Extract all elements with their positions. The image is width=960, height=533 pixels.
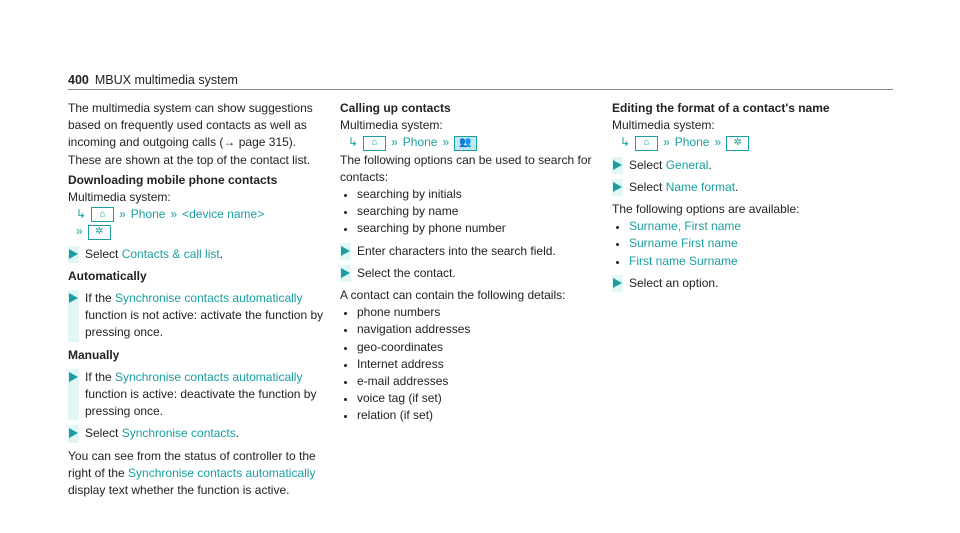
list-item: phone numbers	[340, 304, 595, 321]
path-phone: Phone	[402, 135, 438, 150]
step-text: Select	[85, 246, 122, 261]
step	[68, 425, 330, 442]
step-arrow-icon	[341, 268, 350, 278]
step-text: Select	[629, 157, 666, 172]
subheading: Manually	[68, 347, 120, 362]
step-arrow-icon	[69, 372, 78, 382]
multimedia-label: Multimedia system:	[68, 190, 171, 205]
step	[340, 265, 595, 282]
body-text: The following options can be used to search for contacts:	[340, 152, 592, 184]
list-item: Internet address	[340, 356, 595, 373]
step-text: .	[235, 426, 240, 441]
step-text: .	[219, 246, 224, 261]
section-heading: Editing the format of a contact's name	[612, 101, 830, 115]
step	[612, 179, 867, 196]
step-arrow-icon	[613, 278, 622, 288]
menu-item-link: General	[665, 157, 709, 172]
menu-item-link: Synchronise contacts automatically	[115, 291, 303, 305]
gear-icon: ✲	[726, 136, 749, 151]
list-item: Surname, First name	[612, 218, 867, 235]
column-2	[340, 100, 595, 425]
menu-item-link: Contacts & call list	[121, 246, 220, 261]
list-item: geo-coordinates	[340, 339, 595, 356]
chevrons-icon: »	[119, 207, 126, 222]
details-list	[340, 304, 595, 424]
chevrons-icon: »	[442, 135, 450, 150]
step-text: .	[735, 179, 739, 194]
path-phone: Phone	[674, 135, 710, 150]
step-arrow-icon	[69, 249, 78, 259]
menu-item-link: Synchronise contacts automatically	[128, 465, 316, 480]
section-heading: Downloading mobile phone contacts	[68, 172, 278, 187]
multimedia-label: Multimedia system:	[340, 118, 443, 133]
arrow-icon: ↳	[348, 135, 359, 150]
nav-path	[68, 206, 330, 223]
arrow-icon: ↳	[76, 207, 87, 222]
header-title: MBUX multimedia system	[94, 73, 238, 87]
step-text: .	[708, 157, 712, 172]
home-icon: ⌂	[363, 136, 386, 151]
outro-text	[68, 448, 330, 500]
page-number: 400	[68, 73, 89, 87]
step-text: If the	[85, 369, 116, 384]
step-arrow-icon	[69, 293, 78, 303]
step-text: Select the contact.	[357, 265, 456, 280]
nav-path	[612, 134, 867, 151]
menu-item-link: Synchronise contacts	[121, 426, 236, 441]
list-item: searching by initials	[340, 186, 595, 203]
step-arrow-icon	[613, 182, 622, 192]
chevrons-icon: »	[391, 135, 398, 150]
body-text: A contact can contain the following details:	[340, 288, 566, 303]
step-text: Select	[629, 179, 666, 194]
text: display text whether the function is active.	[68, 483, 290, 498]
name-format-options	[612, 218, 867, 270]
list-item: First name Surname	[612, 253, 867, 270]
page-header	[68, 72, 238, 89]
step-arrow-icon	[69, 428, 78, 438]
header-divider	[68, 89, 893, 90]
step-text: function is not active: activate the function by pressing once.	[85, 308, 324, 340]
list-item: navigation addresses	[340, 321, 595, 338]
column-3	[612, 100, 867, 297]
step	[612, 275, 867, 292]
gear-icon: ✲	[88, 225, 111, 240]
subheading: Automatically	[68, 268, 147, 283]
menu-item-link: Synchronise contacts automatically	[115, 369, 303, 384]
text: You can see from the status of controller to the right of the	[68, 448, 316, 480]
chevrons-icon: »	[714, 135, 722, 150]
arrow-icon: ↳	[620, 135, 631, 150]
column-1	[68, 100, 330, 499]
step	[612, 157, 867, 174]
search-options-list	[340, 186, 595, 238]
chevrons-icon: »	[170, 207, 178, 222]
step	[68, 246, 330, 263]
step-text: Enter characters into the search field.	[357, 243, 556, 258]
nav-path-cont	[68, 223, 330, 240]
step	[68, 369, 330, 421]
list-item: e-mail addresses	[340, 373, 595, 390]
multimedia-label: Multimedia system:	[612, 118, 715, 133]
step-text: If the	[85, 291, 116, 305]
step-arrow-icon	[613, 160, 622, 170]
contacts-icon: 👥	[454, 136, 477, 151]
section-heading: Calling up contacts	[340, 101, 451, 115]
home-icon: ⌂	[91, 207, 114, 222]
step-text: Select	[85, 426, 122, 441]
list-item: searching by name	[340, 203, 595, 220]
chevrons-icon: »	[663, 135, 670, 150]
path-phone: Phone	[130, 207, 166, 222]
step	[68, 290, 330, 342]
body-text: The following options are available:	[612, 202, 800, 216]
chevrons-icon: »	[76, 224, 83, 239]
home-icon: ⌂	[635, 136, 658, 151]
step	[340, 243, 595, 260]
list-item: relation (if set)	[340, 407, 595, 424]
step-text: function is active: deactivate the function by pressing once.	[85, 387, 317, 419]
list-item: searching by phone number	[340, 220, 595, 237]
list-item: Surname First name	[612, 235, 867, 252]
step-arrow-icon	[341, 246, 350, 256]
menu-item-link: Name format	[665, 179, 736, 194]
path-device: <device name>	[182, 207, 265, 222]
list-item: voice tag (if set)	[340, 390, 595, 407]
nav-path	[340, 134, 595, 151]
intro-text: The multimedia system can show suggestions based on frequently used contacts as well as incoming and outgoing calls (→ page 315). These are shown at the top of the contact list.	[68, 101, 313, 167]
step-text: Select an option.	[629, 275, 719, 290]
